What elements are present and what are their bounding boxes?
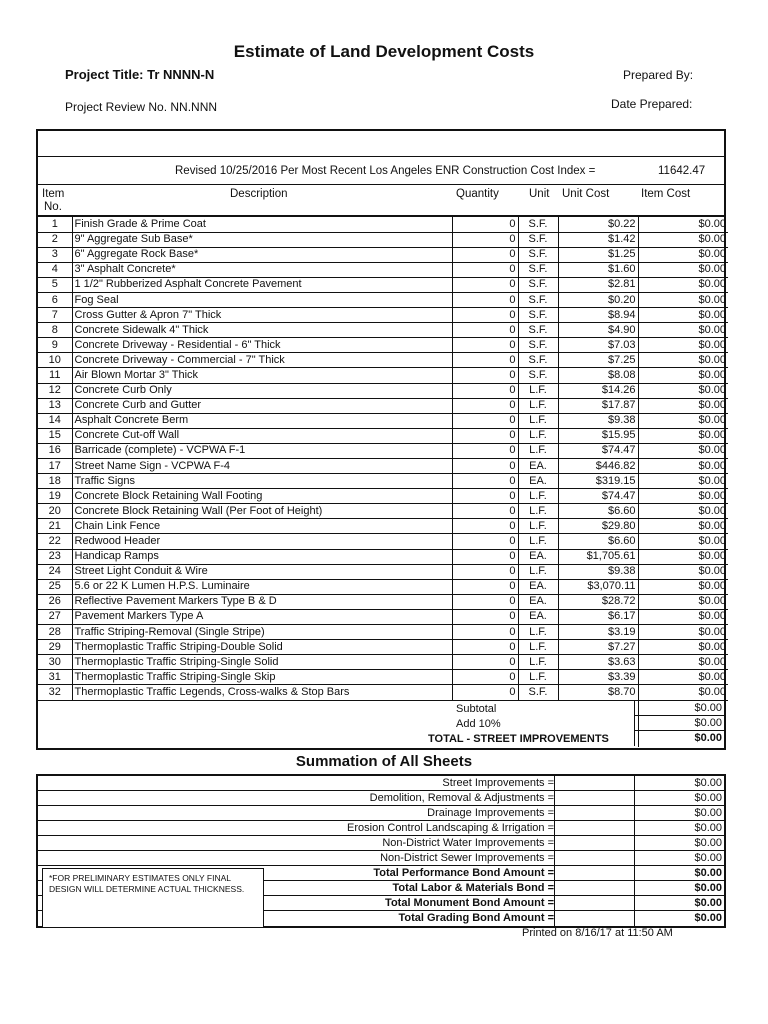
item-number: 17 xyxy=(38,459,72,474)
item-unit-cost: $6.17 xyxy=(558,609,638,624)
summation-value: $0.00 xyxy=(634,791,724,805)
preliminary-note: *FOR PRELIMINARY ESTIMATES ONLY FINAL DESIGN WILL DETERMINE ACTUAL THICKNESS. xyxy=(42,868,264,928)
item-number: 28 xyxy=(38,625,72,640)
item-number: 24 xyxy=(38,564,72,579)
item-unit: L.F. xyxy=(518,489,558,504)
item-description: Concrete Sidewalk 4" Thick xyxy=(72,323,452,338)
item-cost: $0.00 xyxy=(638,413,728,428)
item-unit: L.F. xyxy=(518,504,558,519)
item-quantity: 0 xyxy=(452,308,518,323)
item-number: 2 xyxy=(38,232,72,247)
col-item-cost: Item Cost xyxy=(641,188,691,200)
table-row xyxy=(38,308,728,323)
item-unit-cost: $9.38 xyxy=(558,564,638,579)
item-number: 20 xyxy=(38,504,72,519)
item-cost: $0.00 xyxy=(638,428,728,443)
summation-value: $0.00 xyxy=(634,836,724,850)
item-unit-cost: $4.90 xyxy=(558,323,638,338)
item-unit-cost: $28.72 xyxy=(558,594,638,609)
item-cost: $0.00 xyxy=(638,459,728,474)
item-quantity: 0 xyxy=(452,640,518,655)
summation-label: Total Performance Bond Amount = xyxy=(373,867,554,879)
summation-blank-cell xyxy=(554,821,634,835)
summation-label: Non-District Sewer Improvements = xyxy=(380,852,554,864)
item-quantity: 0 xyxy=(452,292,518,307)
summation-value: $0.00 xyxy=(634,821,724,835)
item-quantity: 0 xyxy=(452,504,518,519)
item-description: Cross Gutter & Apron 7" Thick xyxy=(72,308,452,323)
item-description: 6" Aggregate Rock Base* xyxy=(72,247,452,262)
summation-label: Drainage Improvements = xyxy=(427,807,554,819)
project-review-no: Project Review No. NN.NNN xyxy=(65,100,218,114)
table-row xyxy=(38,519,728,534)
item-unit-cost: $6.60 xyxy=(558,534,638,549)
item-quantity: 0 xyxy=(452,383,518,398)
item-number: 15 xyxy=(38,428,72,443)
item-cost: $0.00 xyxy=(638,368,728,383)
subtotal-label: Subtotal xyxy=(456,702,497,715)
item-unit-cost: $3.39 xyxy=(558,670,638,685)
item-description: Concrete Driveway - Residential - 6" Thick xyxy=(72,338,452,353)
summation-value: $0.00 xyxy=(634,776,724,790)
item-unit: S.F. xyxy=(518,262,558,277)
table-row xyxy=(38,609,728,624)
item-unit-cost: $8.08 xyxy=(558,368,638,383)
item-unit-cost: $1.60 xyxy=(558,262,638,277)
street-improvements-table xyxy=(36,129,726,750)
revised-row xyxy=(38,157,724,185)
summation-value: $0.00 xyxy=(634,806,724,820)
item-description: Concrete Curb Only xyxy=(72,383,452,398)
item-quantity: 0 xyxy=(452,549,518,564)
col-item: Item xyxy=(42,188,65,200)
col-unit: Unit xyxy=(529,188,550,200)
item-unit: EA. xyxy=(518,549,558,564)
table-row xyxy=(38,579,728,594)
item-description: 5.6 or 22 K Lumen H.P.S. Luminaire xyxy=(72,579,452,594)
item-unit-cost: $3.63 xyxy=(558,655,638,670)
item-number: 19 xyxy=(38,489,72,504)
item-unit: L.F. xyxy=(518,640,558,655)
item-unit: L.F. xyxy=(518,398,558,413)
item-unit: S.F. xyxy=(518,323,558,338)
item-unit: L.F. xyxy=(518,413,558,428)
revised-text: Revised 10/25/2016 Per Most Recent Los Angeles ENR Construction Cost Index = xyxy=(175,165,596,177)
item-cost: $0.00 xyxy=(638,217,728,232)
item-unit: S.F. xyxy=(518,353,558,368)
item-cost: $0.00 xyxy=(638,534,728,549)
item-cost: $0.00 xyxy=(638,504,728,519)
item-unit-cost: $6.60 xyxy=(558,504,638,519)
item-quantity: 0 xyxy=(452,670,518,685)
summation-row xyxy=(38,776,724,791)
item-cost: $0.00 xyxy=(638,323,728,338)
summation-value: $0.00 xyxy=(634,866,724,880)
item-quantity: 0 xyxy=(452,338,518,353)
table-row xyxy=(38,368,728,383)
item-description: Concrete Curb and Gutter xyxy=(72,398,452,413)
item-cost: $0.00 xyxy=(638,383,728,398)
summation-label: Non-District Water Improvements = xyxy=(382,837,554,849)
item-quantity: 0 xyxy=(452,353,518,368)
table-row xyxy=(38,443,728,458)
item-unit: L.F. xyxy=(518,428,558,443)
item-unit-cost: $7.03 xyxy=(558,338,638,353)
item-unit: L.F. xyxy=(518,443,558,458)
item-unit-cost: $9.38 xyxy=(558,413,638,428)
item-unit: L.F. xyxy=(518,383,558,398)
item-unit-cost: $446.82 xyxy=(558,459,638,474)
summation-row xyxy=(38,791,724,806)
item-unit: S.F. xyxy=(518,247,558,262)
item-number: 14 xyxy=(38,413,72,428)
col-description: Description xyxy=(230,188,288,200)
item-number: 25 xyxy=(38,579,72,594)
item-unit-cost: $7.25 xyxy=(558,353,638,368)
item-unit: EA. xyxy=(518,579,558,594)
table-row xyxy=(38,489,728,504)
item-cost: $0.00 xyxy=(638,232,728,247)
item-description: Thermoplastic Traffic Striping-Double Solid xyxy=(72,640,452,655)
item-quantity: 0 xyxy=(452,443,518,458)
item-cost: $0.00 xyxy=(638,655,728,670)
item-cost: $0.00 xyxy=(638,685,728,700)
item-number: 12 xyxy=(38,383,72,398)
blank-header-row xyxy=(38,131,724,157)
item-unit-cost: $1.25 xyxy=(558,247,638,262)
item-quantity: 0 xyxy=(452,232,518,247)
project-title: Project Title: Tr NNNN-N xyxy=(65,67,215,82)
item-quantity: 0 xyxy=(452,474,518,489)
item-unit: S.F. xyxy=(518,368,558,383)
enr-index-value: 11642.47 xyxy=(658,165,706,177)
table-row xyxy=(38,413,728,428)
summation-value: $0.00 xyxy=(634,896,724,910)
item-unit: L.F. xyxy=(518,625,558,640)
item-number: 32 xyxy=(38,685,72,700)
item-quantity: 0 xyxy=(452,655,518,670)
item-unit-cost: $1.42 xyxy=(558,232,638,247)
item-description: Air Blown Mortar 3" Thick xyxy=(72,368,452,383)
item-cost: $0.00 xyxy=(638,247,728,262)
item-unit: L.F. xyxy=(518,655,558,670)
item-cost: $0.00 xyxy=(638,474,728,489)
item-description: Reflective Pavement Markers Type B & D xyxy=(72,594,452,609)
item-unit-cost: $0.22 xyxy=(558,217,638,232)
item-description: Street Name Sign - VCPWA F-4 xyxy=(72,459,452,474)
table-row xyxy=(38,338,728,353)
item-description: Concrete Driveway - Commercial - 7" Thick xyxy=(72,353,452,368)
item-quantity: 0 xyxy=(452,489,518,504)
item-unit: L.F. xyxy=(518,564,558,579)
summation-blank-cell xyxy=(554,911,634,926)
item-description: Concrete Cut-off Wall xyxy=(72,428,452,443)
item-description: Asphalt Concrete Berm xyxy=(72,413,452,428)
item-unit-cost: $3.19 xyxy=(558,625,638,640)
item-number: 30 xyxy=(38,655,72,670)
item-number: 26 xyxy=(38,594,72,609)
summation-value: $0.00 xyxy=(634,911,724,926)
item-cost: $0.00 xyxy=(638,308,728,323)
item-quantity: 0 xyxy=(452,277,518,292)
item-cost: $0.00 xyxy=(638,625,728,640)
item-quantity: 0 xyxy=(452,428,518,443)
item-unit: S.F. xyxy=(518,292,558,307)
item-quantity: 0 xyxy=(452,609,518,624)
summation-label: Total Labor & Materials Bond = xyxy=(392,882,554,894)
item-unit: S.F. xyxy=(518,217,558,232)
item-unit: S.F. xyxy=(518,338,558,353)
summation-blank-cell xyxy=(554,896,634,910)
item-description: Concrete Block Retaining Wall Footing xyxy=(72,489,452,504)
table-row xyxy=(38,323,728,338)
item-unit-cost: $3,070.11 xyxy=(558,579,638,594)
item-unit: S.F. xyxy=(518,232,558,247)
item-number: 29 xyxy=(38,640,72,655)
summation-label: Street Improvements = xyxy=(442,777,554,789)
item-description: Thermoplastic Traffic Striping-Single Skip xyxy=(72,670,452,685)
summation-value: $0.00 xyxy=(634,881,724,895)
item-cost: $0.00 xyxy=(638,353,728,368)
table-row xyxy=(38,247,728,262)
item-description: Thermoplastic Traffic Striping-Single Solid xyxy=(72,655,452,670)
summation-blank-cell xyxy=(554,851,634,865)
table-row xyxy=(38,232,728,247)
item-cost: $0.00 xyxy=(638,338,728,353)
item-description: Finish Grade & Prime Coat xyxy=(72,217,452,232)
table-row xyxy=(38,534,728,549)
add-10-value: $0.00 xyxy=(634,716,724,731)
add-10-label: Add 10% xyxy=(456,717,501,730)
summation-table xyxy=(36,774,726,928)
table-row xyxy=(38,549,728,564)
item-number: 8 xyxy=(38,323,72,338)
table-row xyxy=(38,655,728,670)
item-cost: $0.00 xyxy=(638,609,728,624)
item-quantity: 0 xyxy=(452,459,518,474)
item-quantity: 0 xyxy=(452,247,518,262)
item-description: Traffic Signs xyxy=(72,474,452,489)
item-number: 9 xyxy=(38,338,72,353)
item-description: Street Light Conduit & Wire xyxy=(72,564,452,579)
item-number: 22 xyxy=(38,534,72,549)
prepared-by-label: Prepared By: xyxy=(623,68,694,82)
page-title: Estimate of Land Development Costs xyxy=(233,42,535,61)
item-cost: $0.00 xyxy=(638,670,728,685)
item-unit-cost: $74.47 xyxy=(558,443,638,458)
item-unit: EA. xyxy=(518,459,558,474)
item-quantity: 0 xyxy=(452,217,518,232)
col-unit-cost: Unit Cost xyxy=(562,188,610,200)
table-row xyxy=(38,670,728,685)
item-cost: $0.00 xyxy=(638,519,728,534)
item-quantity: 0 xyxy=(452,368,518,383)
item-description: Handicap Ramps xyxy=(72,549,452,564)
item-description: 1 1/2" Rubberized Asphalt Concrete Pavement xyxy=(72,277,452,292)
summation-value: $0.00 xyxy=(634,851,724,865)
item-description: Barricade (complete) - VCPWA F-1 xyxy=(72,443,452,458)
item-unit: S.F. xyxy=(518,308,558,323)
item-unit: S.F. xyxy=(518,685,558,700)
summation-row xyxy=(38,821,724,836)
items-table xyxy=(38,217,728,701)
item-unit-cost: $1,705.61 xyxy=(558,549,638,564)
item-unit-cost: $8.94 xyxy=(558,308,638,323)
summation-title: Summation of All Sheets xyxy=(295,753,473,770)
summation-blank-cell xyxy=(554,791,634,805)
item-quantity: 0 xyxy=(452,685,518,700)
item-description: Redwood Header xyxy=(72,534,452,549)
item-description: Thermoplastic Traffic Legends, Cross-walks & Stop Bars xyxy=(72,685,452,700)
summation-blank-cell xyxy=(554,866,634,880)
summation-row xyxy=(38,806,724,821)
totals-block xyxy=(38,701,724,747)
date-prepared-label: Date Prepared: xyxy=(611,97,693,111)
summation-blank-cell xyxy=(554,776,634,790)
summation-blank-cell xyxy=(554,836,634,850)
item-unit-cost: $17.87 xyxy=(558,398,638,413)
summation-row xyxy=(38,851,724,866)
item-number: 5 xyxy=(38,277,72,292)
item-cost: $0.00 xyxy=(638,579,728,594)
item-number: 18 xyxy=(38,474,72,489)
summation-label: Total Grading Bond Amount = xyxy=(398,912,554,924)
table-row xyxy=(38,625,728,640)
item-description: Traffic Striping-Removal (Single Stripe) xyxy=(72,625,452,640)
item-unit-cost: $2.81 xyxy=(558,277,638,292)
item-description: Fog Seal xyxy=(72,292,452,307)
table-row xyxy=(38,217,728,232)
summation-blank-cell xyxy=(554,881,634,895)
total-street-label: TOTAL - STREET IMPROVEMENTS xyxy=(428,732,609,745)
item-cost: $0.00 xyxy=(638,398,728,413)
table-row xyxy=(38,428,728,443)
col-quantity: Quantity xyxy=(456,188,499,200)
item-cost: $0.00 xyxy=(638,489,728,504)
item-unit-cost: $29.80 xyxy=(558,519,638,534)
item-number: 10 xyxy=(38,353,72,368)
item-number: 4 xyxy=(38,262,72,277)
summation-row xyxy=(38,836,724,851)
column-headers xyxy=(38,185,724,217)
item-unit-cost: $319.15 xyxy=(558,474,638,489)
item-quantity: 0 xyxy=(452,323,518,338)
item-unit: EA. xyxy=(518,594,558,609)
item-description: Pavement Markers Type A xyxy=(72,609,452,624)
item-number: 23 xyxy=(38,549,72,564)
item-quantity: 0 xyxy=(452,625,518,640)
item-number: 31 xyxy=(38,670,72,685)
summation-label: Erosion Control Landscaping & Irrigation = xyxy=(347,822,554,834)
item-unit-cost: $0.20 xyxy=(558,292,638,307)
item-number: 21 xyxy=(38,519,72,534)
item-unit: S.F. xyxy=(518,277,558,292)
item-number: 1 xyxy=(38,217,72,232)
item-unit-cost: $15.95 xyxy=(558,428,638,443)
total-street-value: $0.00 xyxy=(634,731,724,746)
item-cost: $0.00 xyxy=(638,443,728,458)
item-quantity: 0 xyxy=(452,579,518,594)
item-description: 3" Asphalt Concrete* xyxy=(72,262,452,277)
item-cost: $0.00 xyxy=(638,564,728,579)
item-unit: L.F. xyxy=(518,670,558,685)
item-quantity: 0 xyxy=(452,519,518,534)
table-row xyxy=(38,504,728,519)
item-unit-cost: $7.27 xyxy=(558,640,638,655)
item-number: 7 xyxy=(38,308,72,323)
item-description: Concrete Block Retaining Wall (Per Foot of Height) xyxy=(72,504,452,519)
item-cost: $0.00 xyxy=(638,292,728,307)
item-number: 11 xyxy=(38,368,72,383)
table-row xyxy=(38,262,728,277)
item-number: 27 xyxy=(38,609,72,624)
item-quantity: 0 xyxy=(452,564,518,579)
printed-timestamp: Printed on 8/16/17 at 11:50 AM xyxy=(522,927,673,939)
summation-label: Total Monument Bond Amount = xyxy=(385,897,554,909)
item-unit: EA. xyxy=(518,474,558,489)
item-quantity: 0 xyxy=(452,398,518,413)
item-number: 13 xyxy=(38,398,72,413)
item-cost: $0.00 xyxy=(638,640,728,655)
item-number: 3 xyxy=(38,247,72,262)
item-unit: L.F. xyxy=(518,534,558,549)
table-row xyxy=(38,640,728,655)
summation-blank-cell xyxy=(554,806,634,820)
table-row xyxy=(38,474,728,489)
table-row xyxy=(38,353,728,368)
item-quantity: 0 xyxy=(452,594,518,609)
table-row xyxy=(38,594,728,609)
item-number: 6 xyxy=(38,292,72,307)
item-cost: $0.00 xyxy=(638,594,728,609)
item-cost: $0.00 xyxy=(638,262,728,277)
item-unit-cost: $14.26 xyxy=(558,383,638,398)
item-description: Chain Link Fence xyxy=(72,519,452,534)
table-row xyxy=(38,398,728,413)
item-number: 16 xyxy=(38,443,72,458)
table-row xyxy=(38,459,728,474)
table-row xyxy=(38,277,728,292)
item-unit: L.F. xyxy=(518,519,558,534)
item-unit-cost: $8.70 xyxy=(558,685,638,700)
item-quantity: 0 xyxy=(452,413,518,428)
summation-label: Demolition, Removal & Adjustments = xyxy=(369,792,554,804)
item-description: 9" Aggregate Sub Base* xyxy=(72,232,452,247)
table-row xyxy=(38,564,728,579)
table-row xyxy=(38,292,728,307)
table-row xyxy=(38,685,728,700)
item-quantity: 0 xyxy=(452,262,518,277)
item-unit-cost: $74.47 xyxy=(558,489,638,504)
item-unit: EA. xyxy=(518,609,558,624)
subtotal-value: $0.00 xyxy=(634,701,724,716)
table-row xyxy=(38,383,728,398)
item-quantity: 0 xyxy=(452,534,518,549)
col-no: No. xyxy=(44,201,62,213)
item-cost: $0.00 xyxy=(638,277,728,292)
item-cost: $0.00 xyxy=(638,549,728,564)
